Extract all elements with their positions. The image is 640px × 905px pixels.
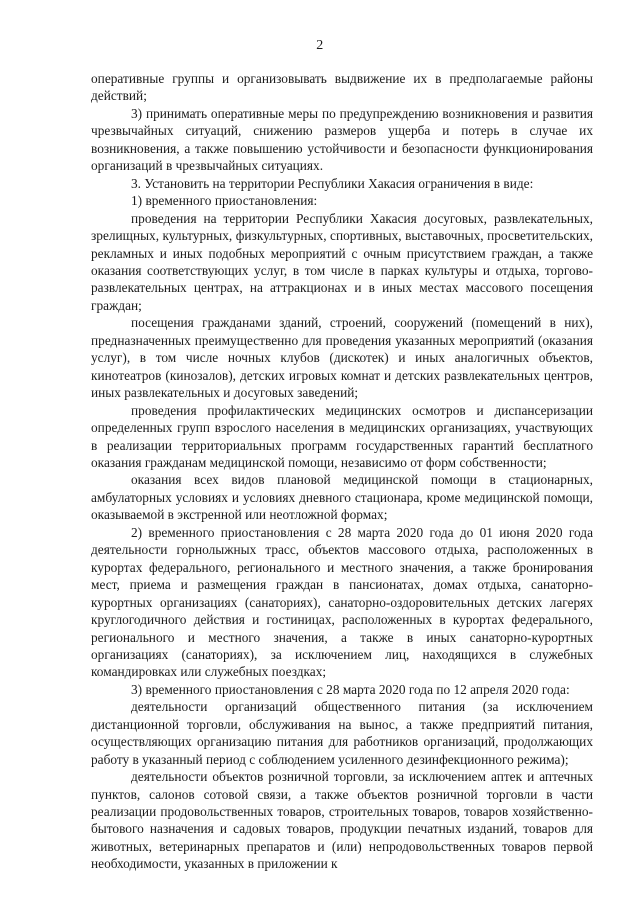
page-number: 2 bbox=[316, 38, 324, 53]
paragraph: деятельности организаций общественного питания (за исключением дистанционной торговли, обслуживания на вынос, а также предприятий питания, осуществляющих организацию питания для работников организаций, продолжающих работу в указанный период с соблюдением усиленного дезинфекционного режима); bbox=[91, 699, 593, 767]
paragraph: проведения на территории Республики Хакасия досуговых, развлекательных, зрелищных, культурных, физкультурных, спортивных, выставочных, просветительских, рекламных и иных подобных мероприятий с очным присутствием граждан, а также оказания соответствующих услуг, в том числе в парках культуры и отдыха, торгово-развлекательных центрах, на аттракционах и в иных местах массового посещения граждан; bbox=[91, 210, 593, 313]
paragraph: оказания всех видов плановой медицинской помощи в стационарных, амбулаторных условиях и условиях дневного стационара, кроме медицинской помощи, оказываемой в экстренной или неотложной формах; bbox=[91, 472, 593, 523]
paragraph: 2) временного приостановления с 28 марта 2020 года до 01 июня 2020 года деятельности горнолыжных трасс, объектов массового отдыха, расположенных в курортах федерального, регионального и местного значения, а также бронирования мест, приема и размещения граждан в пансионатах, домах отдыха, санаторно-курортных организациях (санаториях), санаторно-оздоровительных детских лагерях круглогодичного действия и гостиницах, расположенных в курортах федерального, регионального и местного значения, а также в иных санаторно-курортных организациях (санаториях), за исключением лиц, находящихся в служебных командировках или служебных поездках; bbox=[91, 524, 593, 680]
paragraph: 3. Установить на территории Республики Хакасия ограничения в виде: bbox=[131, 175, 534, 191]
paragraph: 1) временного приостановления: bbox=[131, 193, 318, 209]
paragraph: проведения профилактических медицинских осмотров и диспансеризации определенных групп взрослого населения в медицинских организациях, участвующих в реализации территориальных программ государственных гарантий бесплатного оказания гражданам медицинской помощи, независимо от форм собственности; bbox=[91, 402, 593, 470]
paragraph: деятельности объектов розничной торговли, за исключением аптек и аптечных пунктов, салонов сотовой связи, а также объектов розничной торговли в части реализации продовольственных товаров, строительных товаров, товаров хозяйственно-бытового назначения и садовых товаров, продукции печатных изданий, товаров для животных, ветеринарных препаратов и (или) непродовольственных товаров первой необходимости, указанных в приложении к bbox=[91, 769, 593, 872]
paragraph: 3) временного приостановления с 28 марта 2020 года по 12 апреля 2020 года: bbox=[131, 681, 570, 697]
paragraph: 3) принимать оперативные меры по предупреждению возникновения и развития чрезвычайных ситуаций, снижению размеров ущерба и потерь в случае их возникновения, а также повышению устойчивости и безопасности функционирования организаций в чрезвычайных ситуациях. bbox=[91, 105, 593, 174]
paragraph: оперативные группы и организовывать выдвижение их в предполагаемые районы действий; bbox=[91, 71, 593, 104]
document-body bbox=[91, 70, 593, 873]
paragraph: посещения гражданами зданий, строений, сооружений (помещений в них), предназначенных преимущественно для проведения указанных мероприятий (оказания услуг), в том числе ночных клубов (дискотек) и иных аналогичных объектов, кинотеатров (кинозалов), детских игровых комнат и детских развлекательных центров, иных развлекательных и досуговых заведений; bbox=[91, 315, 593, 401]
